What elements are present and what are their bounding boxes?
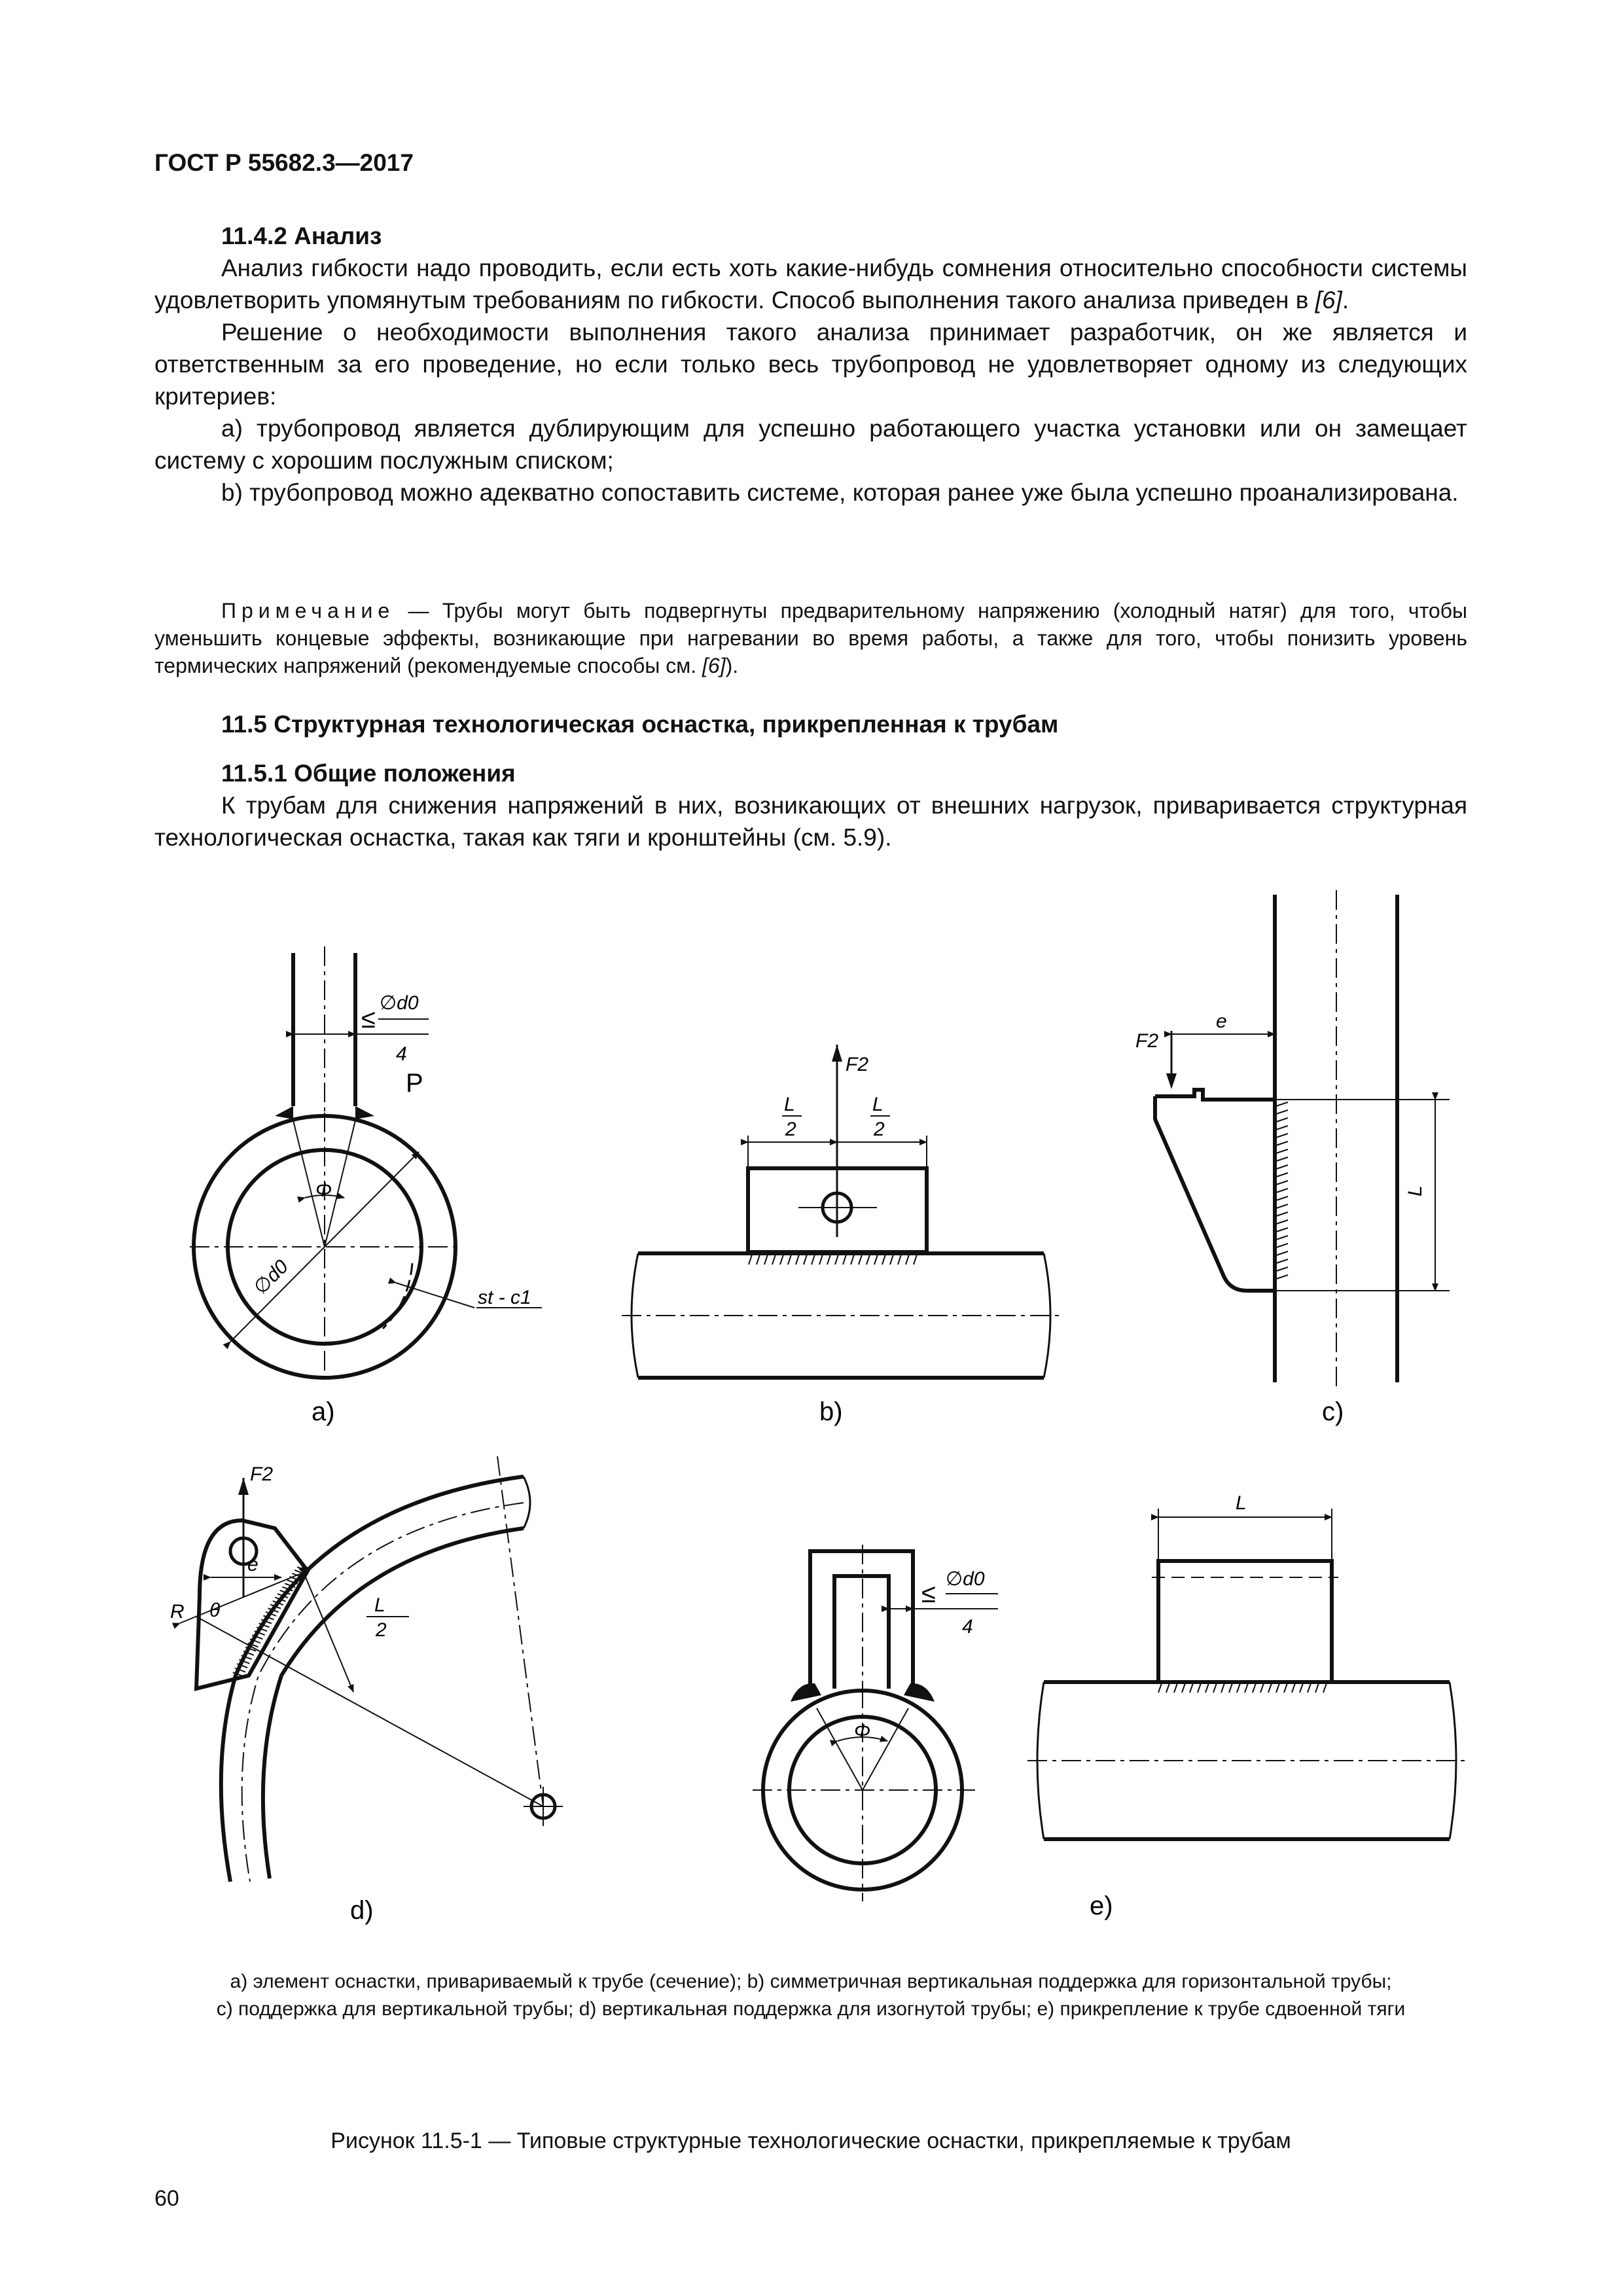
figure-caption — [154, 1968, 1467, 2023]
paragraph: К трубам для снижения напряжений в них, возникающих от внешних нагрузок, приваривается структурная технологическая оснастка, такая как тяги и кронштейны (см. 5.9). — [154, 792, 1467, 851]
label-e: e — [1216, 1011, 1227, 1032]
label-phi: Φ — [854, 1721, 871, 1742]
note-label: Примечание — [221, 599, 395, 622]
l-half-num: L — [784, 1094, 795, 1115]
le-sign: ≤ — [921, 1579, 936, 1608]
reference: [6] — [702, 654, 726, 677]
label-c: c) — [1322, 1397, 1344, 1426]
d0-frac-num: ∅d0 — [380, 992, 419, 1014]
weld-tick — [1276, 1149, 1288, 1153]
weld-tick — [1276, 1267, 1288, 1271]
paragraph: Анализ гибкости надо проводить, если есть хоть какие-нибудь сомнения относительно способности системы удовлетворить упомянутым требованиям по гибкости. Способ выполнения такого анализа приведен в [6]. — [154, 255, 1467, 314]
label-a: a) — [312, 1397, 335, 1426]
le-sign: ≤ — [361, 1005, 376, 1033]
note-text: — Трубы могут быть подвергнуты предварительному напряжению (холодный натяг) для того, чтобы уменьшить концевые эффекты, возникающие при нагревании во время работы, а также для того, чтобы понизить уровень термических напряжений (рекомендуемые способы см. — [154, 599, 1467, 677]
weld-tick — [1276, 1181, 1288, 1185]
label-l: L — [1236, 1492, 1247, 1514]
label-e-fig: e) — [1090, 1892, 1113, 1920]
label-f2: F2 — [846, 1054, 869, 1075]
weld-tick — [1276, 1126, 1288, 1130]
d0-frac-num: ∅d0 — [946, 1568, 985, 1590]
paragraph-text: Анализ гибкости надо проводить, если есть хоть какие-нибудь сомнения относительно способности системы удовлетворить упомянутым требованиям по гибкости. Способ выполнения такого анализа приведен в — [154, 255, 1467, 314]
weld-tick — [1276, 1275, 1288, 1279]
figure-b — [622, 1045, 1060, 1378]
label-theta: θ — [209, 1600, 221, 1621]
standard-id: ГОСТ Р 55682.3—2017 — [154, 149, 414, 176]
weld-tick — [1276, 1228, 1288, 1232]
weld-tick — [1276, 1102, 1288, 1106]
figure-c — [1155, 890, 1450, 1388]
figure-e — [753, 1509, 1466, 1901]
weld-tick — [1276, 1259, 1288, 1263]
list-item: a) трубопровод является дублирующим для успешно работающего участка установки или он замещает систему с хорошим послужным списком; — [154, 415, 1467, 474]
weld-tick — [1276, 1189, 1288, 1193]
label-d: d) — [350, 1896, 374, 1925]
weld-tick — [1276, 1165, 1288, 1169]
page-number: 60 — [154, 2186, 179, 2211]
label-phi: Φ — [315, 1179, 332, 1201]
caption-line: a) элемент оснастки, привариваемый к трубе (сечение); b) симметричная вертикальная поддержка для горизонтальной трубы; — [230, 1971, 1392, 1992]
weld-tick — [1276, 1118, 1288, 1122]
reference: [6] — [1315, 287, 1342, 314]
label-l: L — [1404, 1185, 1426, 1196]
weld-tick — [1276, 1220, 1288, 1224]
weld-hatching — [233, 1102, 1327, 1693]
l-half-num: L — [374, 1594, 385, 1616]
label-d0: ∅d0 — [249, 1255, 293, 1299]
label-f2: F2 — [250, 1463, 274, 1485]
label-p: P — [406, 1069, 423, 1098]
weld-tick — [1276, 1196, 1288, 1200]
label-st-c1: st - c1 — [478, 1287, 531, 1308]
list-item: b) трубопровод можно адекватно сопоставить системе, которая ранее уже была успешно проанализирована. — [221, 479, 1459, 506]
figure-title: Рисунок 11.5-1 — Типовые структурные технологические оснастки, прикрепляемые к трубам — [330, 2128, 1291, 2153]
section-title: 11.5 Структурная технологическая оснастка, прикрепленная к трубам — [221, 711, 1059, 738]
weld-tick — [1276, 1110, 1288, 1114]
l-half-num: L — [872, 1094, 883, 1115]
paragraph: Решение о необходимости выполнения такого анализа принимает разработчик, он же является и ответственным за его проведение, но если только весь трубопровод не удовлетворяет одному из следующих критериев: — [154, 319, 1467, 410]
note: Примечание — Трубы могут быть подвергнуты предварительному напряжению (холодный натяг) для того, чтобы уменьшить концевые эффекты, возникающие при нагревании во время работы, а также для того, чтобы понизить уровень термических напряжений (рекомендуемые способы см. [6]). — [154, 599, 1467, 677]
weld-tick — [1276, 1236, 1288, 1240]
d0-frac-den: 4 — [396, 1043, 407, 1065]
l-half-den: 2 — [785, 1119, 796, 1140]
label-r: R — [170, 1601, 185, 1623]
weld-tick — [1276, 1212, 1288, 1216]
weld-tick — [1276, 1157, 1288, 1161]
caption-line: c) поддержка для вертикальной трубы; d) вертикальная поддержка для изогнутой трубы; e) прикрепление к трубе сдвоенной тяги — [216, 1998, 1406, 2020]
label-e: e — [247, 1554, 259, 1575]
l-half-den: 2 — [874, 1119, 885, 1140]
section-title: 11.4.2 Анализ — [221, 223, 382, 249]
weld-tick — [1276, 1173, 1288, 1177]
weld-tick — [1276, 1204, 1288, 1208]
l-half-den: 2 — [376, 1619, 387, 1641]
label-b: b) — [819, 1397, 843, 1426]
weld-tick — [1276, 1251, 1288, 1255]
label-f2: F2 — [1135, 1030, 1159, 1052]
weld-tick — [1276, 1134, 1288, 1138]
weld-tick — [1276, 1141, 1288, 1145]
subsection-title: 11.5.1 Общие положения — [221, 760, 516, 787]
d0-frac-den: 4 — [962, 1616, 973, 1638]
weld-tick — [1276, 1244, 1288, 1247]
